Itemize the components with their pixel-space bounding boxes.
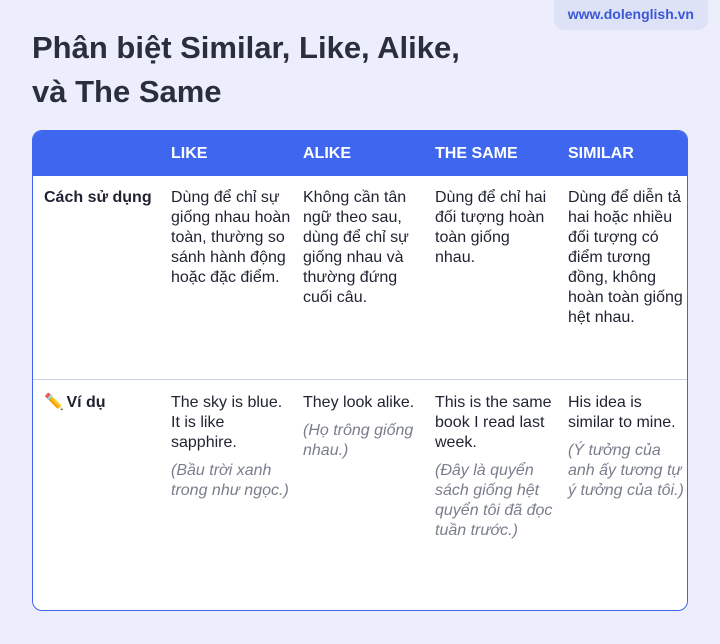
example-the-same-vi: (Đây là quyển sách giống hệt quyển tôi đã đọc tuần trước.) — [435, 462, 553, 539]
row-label-usage: Cách sử dụng — [44, 189, 152, 206]
example-like-en: The sky is blue. It is like sapphire. — [171, 394, 283, 451]
table-row-example — [33, 381, 687, 611]
title-line-1: Phân biệt Similar, Like, Alike, — [32, 30, 460, 65]
usage-the-same: Dùng để chỉ hai đối tượng hoàn toàn giống nhau. — [435, 189, 547, 266]
usage-alike: Không cần tân ngữ theo sau, dùng để chỉ sự giống nhau và thường đứng cuối câu. — [303, 189, 409, 306]
example-similar-vi: (Ý tưởng của anh ấy tương tự ý tưởng của tôi.) — [568, 442, 684, 499]
table-header — [33, 131, 687, 176]
table-row-usage — [33, 176, 687, 380]
example-like-vi: (Bầu trời xanh trong như ngọc.) — [171, 462, 289, 499]
example-the-same — [435, 393, 553, 541]
example-alike-vi: (Họ trông giống nhau.) — [303, 422, 414, 459]
header-similar: SIMILAR — [568, 145, 634, 162]
usage-similar: Dùng để diễn tả hai hoặc nhiều đối tượng có điểm tương đồng, không hoàn toàn giống hệt nhau. — [568, 189, 683, 326]
row-label-example-text: Ví dụ — [66, 394, 106, 411]
example-similar — [568, 393, 684, 501]
example-similar-en: His idea is similar to mine. — [568, 394, 676, 431]
row-label-example — [44, 393, 154, 413]
header-like: LIKE — [171, 145, 208, 162]
pencil-icon: ✏️ — [44, 394, 64, 411]
header-alike: ALIKE — [303, 145, 351, 162]
example-alike — [303, 393, 425, 461]
usage-like: Dùng để chỉ sự giống nhau hoàn toàn, thường so sánh hành động hoặc đặc điểm. — [171, 189, 291, 286]
example-alike-en: They look alike. — [303, 394, 415, 411]
example-the-same-en: This is the same book I read last week. — [435, 394, 552, 451]
site-url-badge[interactable]: www.dolenglish.vn — [554, 0, 708, 30]
comparison-table — [32, 130, 688, 611]
example-like — [171, 393, 293, 501]
header-the-same: THE SAME — [435, 145, 518, 162]
page-title — [32, 26, 592, 114]
title-line-2: và The Same — [32, 74, 222, 109]
